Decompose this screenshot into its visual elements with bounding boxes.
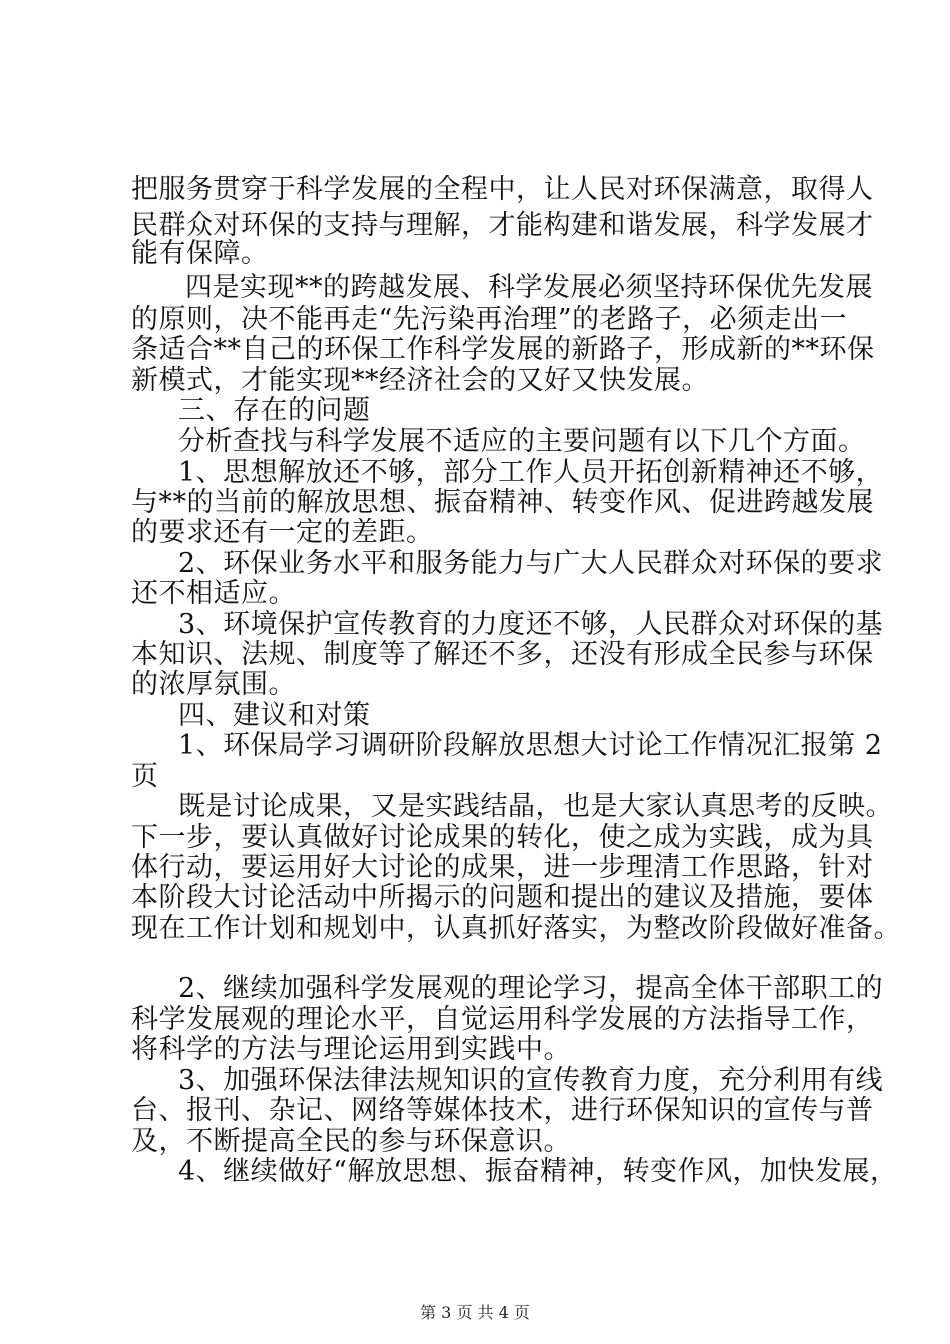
text-line: 页 (131, 761, 159, 792)
text-line: 既是讨论成果，又是实践结晶，也是大家认真思考的反映。 (178, 791, 893, 822)
text-line: 1、思想解放还不够，部分工作人员开拓创新精神还不够， (178, 457, 884, 488)
text-line: 台、报刊、杂记、网络等媒体技术，进行环保知识的宣传与普 (131, 1095, 874, 1126)
text-line: 3、加强环保法律法规知识的宣传教育力度，充分利用有线 (178, 1065, 884, 1096)
text-line: 本阶段大讨论活动中所揭示的问题和提出的建议及措施，要体 (131, 882, 874, 913)
text-line: 将科学的方法与理论运用到实践中。 (131, 1034, 571, 1065)
text-line: 与**的当前的解放思想、振奋精神、转变作风、促进跨越发展 (131, 487, 874, 518)
text-line: 4、继续做好“解放思想、振奋精神，转变作风，加快发展， (178, 1156, 898, 1187)
text-line: 新模式，才能实现**经济社会的又好又快发展。 (131, 365, 709, 396)
text-line: 科学发展观的理论水平，自觉运用科学发展的方法指导工作， (131, 1004, 874, 1035)
text-line: 2、环保业务水平和服务能力与广大人民群众对环保的要求 (178, 548, 884, 579)
text-line: 的浓厚氛围。 (131, 669, 296, 700)
text-line: 四是实现**的跨越发展、科学发展必须坚持环保优先发展 (185, 272, 873, 303)
section-heading: 四、建议和对策 (178, 700, 371, 731)
section-heading: 三、存在的问题 (178, 395, 371, 426)
text-line: 能有保障。 (131, 238, 269, 269)
text-line: 现在工作计划和规划中，认真抓好落实，为整改阶段做好准备。 (131, 913, 901, 944)
text-line: 把服务贯穿于科学发展的全程中，让人民对环保满意，取得人 (131, 174, 874, 205)
text-line: 3、环境保护宣传教育的力度还不够，人民群众对环保的基 (178, 609, 884, 640)
text-line: 分析查找与科学发展不适应的主要问题有以下几个方面。 (178, 426, 866, 457)
text-line: 2、继续加强科学发展观的理论学习，提高全体干部职工的 (178, 973, 884, 1004)
text-line: 的原则，决不能再走“先污染再治理”的老路子，必须走出一 (131, 304, 848, 335)
text-line: 本知识、法规、制度等了解还不多，还没有形成全民参与环保 (131, 639, 874, 670)
page-number-footer: 第 3 页 共 4 页 (420, 1303, 530, 1322)
text-line: 1、环保局学习调研阶段解放思想大讨论工作情况汇报第 2 (178, 730, 883, 761)
text-line: 下一步，要认真做好讨论成果的转化，使之成为实践，成为具 (131, 822, 874, 853)
text-line: 条适合**自己的环保工作科学发展的新路子，形成新的**环保 (131, 334, 875, 365)
text-line: 民群众对环保的支持与理解，才能构建和谐发展，科学发展才 (131, 210, 874, 241)
text-line: 的要求还有一定的差距。 (131, 517, 434, 548)
text-line: 及，不断提高全民的参与环保意识。 (131, 1126, 571, 1157)
text-line: 体行动，要运用好大讨论的成果，进一步理清工作思路，针对 (131, 852, 874, 883)
text-line: 还不相适应。 (131, 578, 296, 609)
